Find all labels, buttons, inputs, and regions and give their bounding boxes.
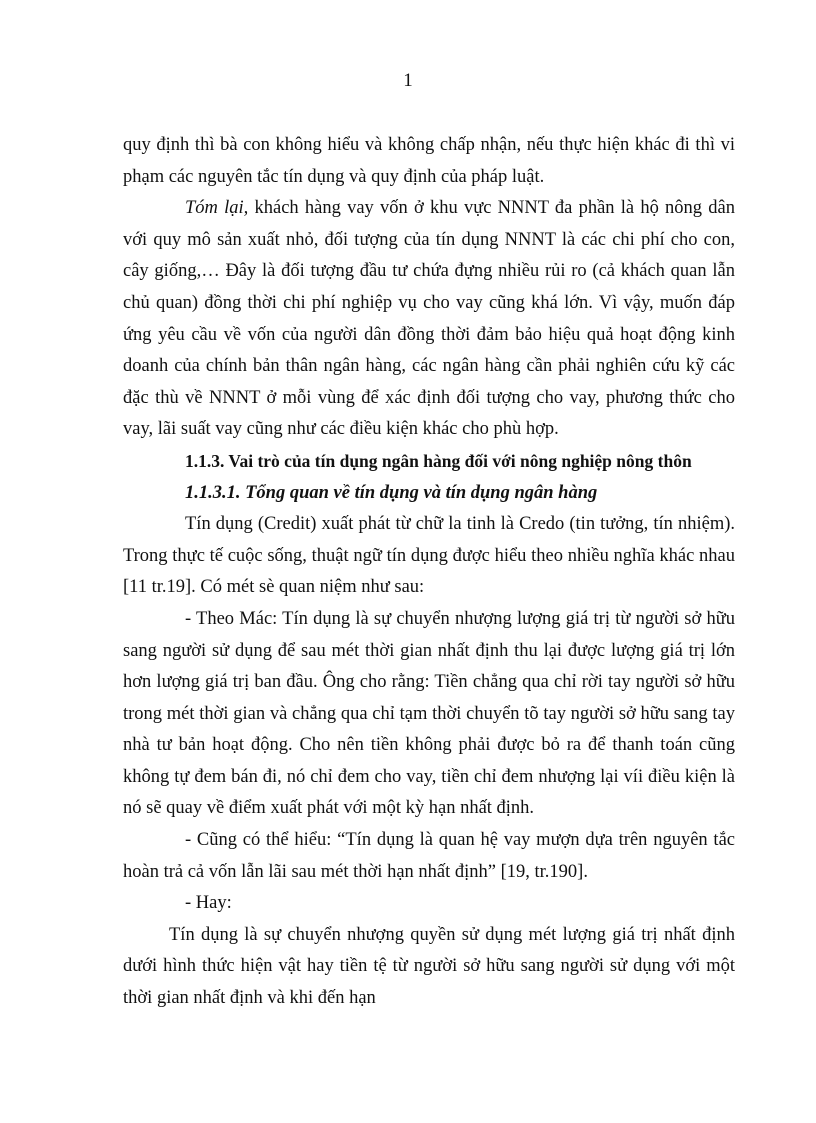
document-body xyxy=(123,130,735,1015)
subsection-heading: 1.1.3.1. Tổng quan về tín dụng và tín dụng ngân hàng xyxy=(185,482,598,503)
paragraph-marx-view: - Theo Mác: Tín dụng là sự chuyển nhượng lượng giá trị từ người sở hữu sang người sử dụng để sau mét thời gian nhất định thu lại được lượng giá trị lớn hơn lượng giá trị ban đầu. Ông cho rằng: Tiền chẳng qua chỉ rời tay người sở hữu trong mét thời gian và chẳng qua chỉ tạm thời chuyển tõ tay người sở hữu sang tay nhà tư bản hoạt động. Cho nên tiền không phải được bỏ ra để thanh toán cũng không tự đem bán đi, nó chỉ đem cho vay, tiền chỉ đem nhượng lại víi điều kiện là nó sẽ quay về điểm xuất phát với một kỳ hạn nhất định. xyxy=(123,608,735,819)
paragraph-continuation: quy định thì bà con không hiểu và không chấp nhận, nếu thực hiện khác đi thì vi phạm các nguyên tắc tín dụng và quy định của pháp luật. xyxy=(123,135,735,187)
paragraph-alternative-view: - Cũng có thể hiểu: “Tín dụng là quan hệ vay mượn dựa trên nguyên tắc hoàn trả cả vốn lẫn lãi sau mét thời hạn nhất định” [19, tr.190]. xyxy=(123,830,735,882)
paragraph-or: - Hay: xyxy=(185,893,232,914)
summary-lead: Tóm lại, xyxy=(185,198,249,219)
summary-text: khách hàng vay vốn ở khu vực NNNT đa phần là hộ nông dân với quy mô sản xuất nhỏ, đối tượng của tín dụng NNNT là các chi phí cho con, cây giống,… Đây là đối tượng đầu tư chứa đựng nhiều rủi ro (cả khách quan lẫn chủ quan) đồng thời chi phí nghiệp vụ cho vay cũng khá lớn. Vì vậy, muốn đáp ứng yêu cầu về vốn của người dân đồng thời đảm bảo hiệu quả hoạt động kinh doanh của chính bản thân ngân hàng, các ngân hàng cần phải nghiên cứu kỹ các đặc thù về NNNT ở mỗi vùng để xác định đối tượng cho vay, phương thức cho vay, lãi suất vay cũng như các điều kiện khác cho phù hợp. xyxy=(123,198,735,440)
section-heading: 1.1.3. Vai trò của tín dụng ngân hàng đối với nông nghiệp nông thôn xyxy=(185,450,692,471)
block-quote: Tín dụng là sự chuyển nhượng quyền sử dụng mét lượng giá trị nhất định dưới hình thức hiện vật hay tiền tệ từ người sở hữu sang người sử dụng với một thời gian nhất định và khi đến hạn xyxy=(123,924,735,1009)
paragraph-summary xyxy=(123,193,735,446)
paragraph-credit-definition: Tín dụng (Credit) xuất phát từ chữ la tinh là Credo (tin tưởng, tín nhiệm). Trong thực tế cuộc sống, thuật ngữ tín dụng được hiểu theo nhiều nghĩa khác nhau [11 tr.19]. Có mét sè quan niệm như sau: xyxy=(123,514,735,598)
page-number: 1 xyxy=(403,70,413,91)
